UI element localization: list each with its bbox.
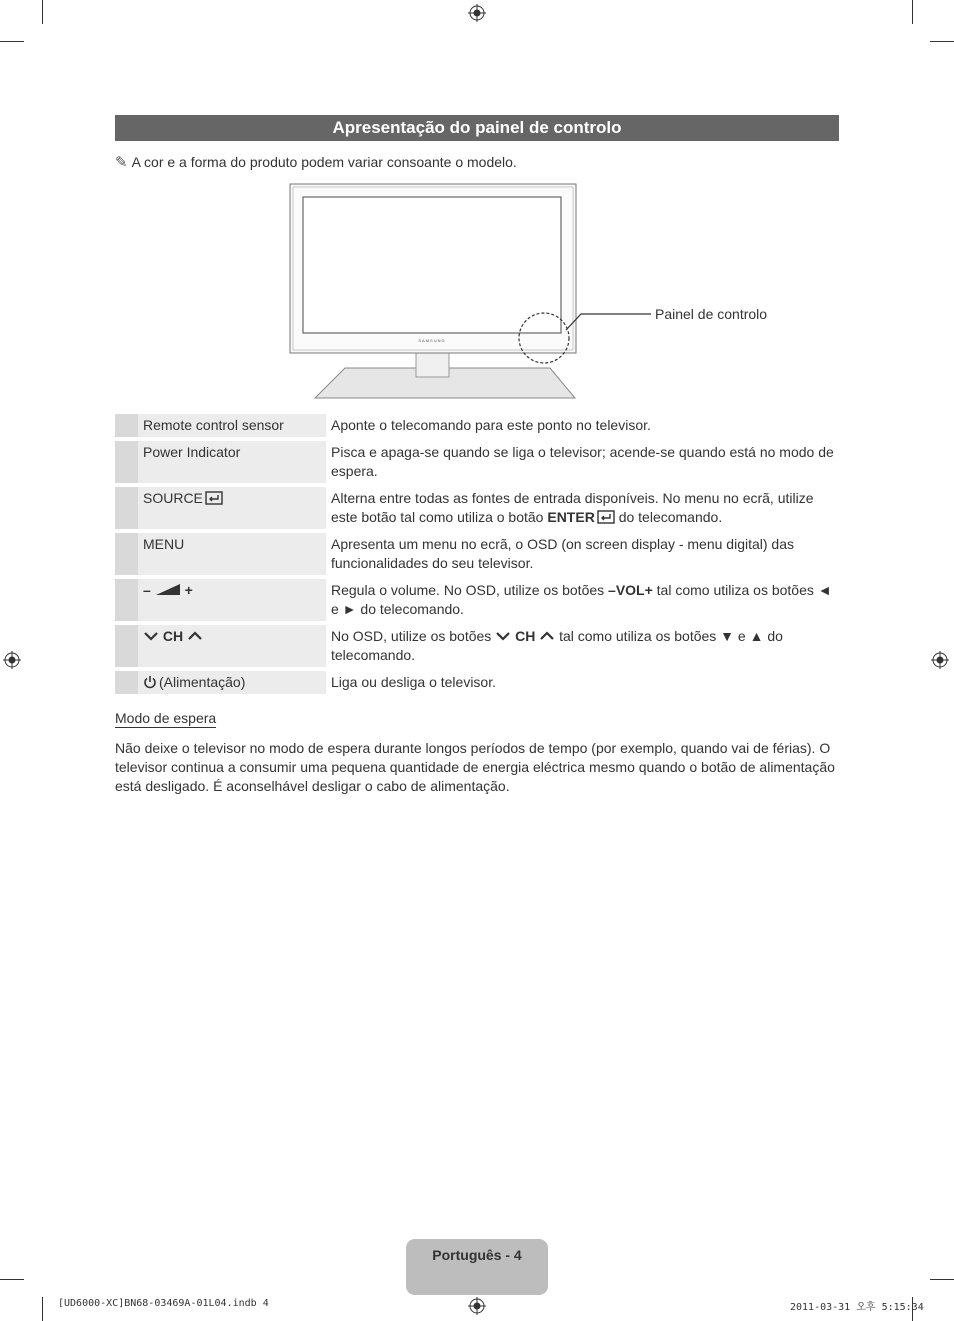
control-description: Apresenta um menu no ecrã, o OSD (on screen display - menu digital) das funcionalidades do seu televisor. (331, 536, 795, 571)
enter-icon (205, 491, 223, 505)
control-panel-table (115, 410, 839, 698)
brand-logo: SAMSUNG (418, 338, 446, 343)
power-label: (Alimentação) (159, 674, 246, 690)
table-row (115, 441, 839, 483)
product-note (115, 153, 517, 171)
ch-symbol: CH (515, 628, 536, 644)
control-name: MENU (138, 533, 326, 575)
standby-heading: Modo de espera (115, 710, 217, 726)
control-name: Power Indicator (138, 441, 326, 483)
callout-line (566, 314, 651, 330)
control-description: Alterna entre todas as fontes de entrada disponíveis. No menu no ecrã, utilize este botão tal como utiliza o botão ENTER do telecomando. (331, 490, 814, 525)
control-name: Remote control sensor (138, 414, 326, 437)
control-description: No OSD, utilize os botões CH tal como utiliza os botões ▼ e ▲ do telecomando. (331, 628, 783, 663)
page-number-tab: Português - 4 (406, 1239, 548, 1295)
registration-mark-icon (3, 651, 21, 669)
registration-mark-icon (468, 1297, 486, 1315)
chevron-up-icon (539, 630, 555, 642)
chevron-up-icon (187, 630, 203, 642)
pencil-note-icon: ✎ (115, 154, 128, 171)
chevron-down-icon (143, 630, 159, 642)
tv-illustration (285, 180, 785, 405)
control-name (138, 671, 326, 694)
registration-mark-icon (468, 4, 486, 22)
table-row (115, 625, 839, 667)
control-name (138, 579, 326, 621)
control-description: Pisca e apaga-se quando se liga o televisor; acende-se quando está no modo de espera. (331, 444, 834, 479)
crop-mark (0, 1279, 24, 1280)
control-name (138, 625, 326, 667)
registration-mark-icon (931, 651, 949, 669)
plus-label: + (184, 582, 193, 598)
control-description: Regula o volume. No OSD, utilize os botões –VOL+ tal como utiliza os botões ◄ e ► do telecomando. (331, 582, 832, 617)
section-title: Apresentação do painel de controlo (115, 115, 839, 141)
table-row (115, 579, 839, 621)
crop-mark (912, 0, 913, 24)
crop-mark (42, 1297, 43, 1321)
volume-icon (155, 583, 181, 596)
crop-mark (930, 1279, 954, 1280)
note-text: A cor e a forma do produto podem variar consoante o modelo. (131, 154, 517, 170)
minus-label: – (143, 582, 151, 598)
control-description: Liga ou desliga o televisor. (331, 674, 496, 690)
table-row (115, 533, 839, 575)
chevron-down-icon (495, 630, 511, 642)
ch-label: CH (162, 628, 184, 644)
table-row (115, 487, 839, 529)
control-description: Aponte o telecomando para este ponto no televisor. (331, 417, 651, 433)
control-name (138, 487, 326, 529)
power-icon (143, 675, 157, 689)
standby-paragraph: Não deixe o televisor no modo de espera durante longos períodos de tempo (por exemplo, quando vai de férias). O televisor continua a consumir uma pequena quantidade de energia eléctrica mesmo quando o botão de alimentação está desligado. É aconselhável desligar o cabo de alimentação. (115, 740, 835, 794)
callout-label: Painel de controlo (655, 306, 768, 322)
table-row (115, 671, 839, 694)
crop-mark (0, 41, 24, 42)
print-file-info: [UD6000-XC]BN68-03469A-01L04.indb 4 (58, 1298, 269, 1309)
crop-mark (930, 41, 954, 42)
vol-symbol: –VOL+ (608, 582, 653, 598)
crop-mark (42, 0, 43, 24)
source-label: SOURCE (143, 490, 203, 506)
print-timestamp: 2011-03-31 오후 5:15:34 (790, 1302, 924, 1313)
enter-icon (597, 510, 615, 524)
table-row (115, 414, 839, 437)
